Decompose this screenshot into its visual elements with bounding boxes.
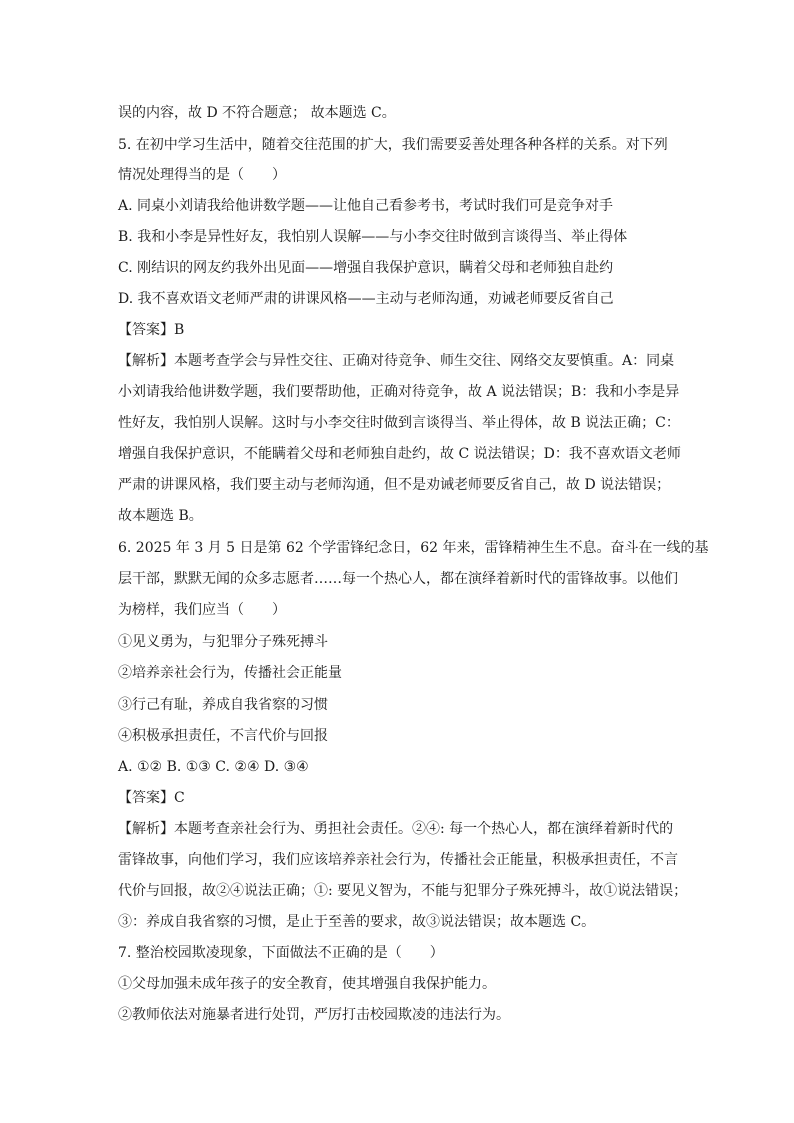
question-5-option-a: A. 同桌小刘请我给他讲数学题——让他自己看参考书，考试时我们可是竞争对手 — [118, 198, 614, 214]
question-5-analysis: 【解析】本题考查学会与异性交往、正确对待竞争、师生交往、网络交友要慎重。A：同桌 — [118, 353, 675, 369]
question-6-stem-cont: 层干部，默默无闻的众多志愿者……每一个热心人，都在演绎着新时代的雷锋故事。以他们 — [118, 571, 678, 587]
question-5-stem-cont: 情况处理得当的是（ ） — [118, 167, 286, 183]
question-6-item-3: ③行己有耻，养成自我省察的习惯 — [118, 697, 328, 713]
question-6-analysis: 代价与回报，故②④说法正确；①: 要见义智为，不能与犯罪分子殊死搏斗，故①说法错误； — [118, 883, 688, 899]
question-6-item-1: ①见义勇为，与犯罪分子殊死搏斗 — [118, 634, 328, 650]
question-5-stem: 5. 在初中学习生活中，随着交往范围的扩大，我们需要妥善处理各种各样的关系。对下列 — [118, 137, 668, 153]
question-5-option-b: B. 我和小李是异性好友，我怕别人误解——与小李交往时做到言谈得当、举止得体 — [118, 229, 628, 245]
question-5-analysis: 增强自我保护意识，不能瞒着父母和老师独自赴约，故 C 说法错误；D：我不喜欢语文老师 — [118, 446, 681, 462]
question-7-item-1: ①父母加强未成年孩子的安全教育，使其增强自我保护能力。 — [118, 976, 496, 992]
question-5-analysis: 故本题选 B。 — [118, 508, 203, 524]
question-5-analysis: 性好友，我怕别人误解。这时与小李交往时做到言谈得当、举止得体，故 B 说法正确；C： — [118, 415, 680, 431]
question-5-option-c: C. 刚结识的网友约我外出见面——增强自我保护意识，瞒着父母和老师独自赴约 — [118, 260, 614, 276]
question-6-analysis: 【解析】本题考查亲社会行为、勇担社会责任。②④: 每一个热心人，都在演绎着新时代的 — [118, 821, 674, 837]
question-7-stem: 7. 整治校园欺凌现象，下面做法不正确的是（ ） — [118, 945, 444, 961]
question-6-answer: 【答案】C — [118, 790, 185, 806]
question-6-options: A. ①② B. ①③ C. ②④ D. ③④ — [118, 759, 309, 775]
question-5-analysis: 严肃的讲课风格，我们要主动与老师沟通，但不是劝诫老师要反省自己，故 D 说法错误； — [118, 477, 671, 493]
question-6-stem-cont: 为榜样，我们应当（ ） — [118, 602, 286, 618]
question-5-analysis: 小刘请我给他讲数学题，我们要帮助他，正确对待竞争，故 A 说法错误；B：我和小李是异 — [118, 384, 680, 400]
text-line: 误的内容，故 D 不符合题意； 故本题选 C。 — [118, 105, 396, 121]
question-5-option-d: D. 我不喜欢语文老师严肃的讲课风格——主动与老师沟通，劝诫老师要反省自己 — [118, 291, 614, 307]
question-7-item-2: ②教师依法对施暴者进行处罚，严厉打击校园欺凌的违法行为。 — [118, 1007, 510, 1023]
question-6-analysis: ③：养成自我省察的习惯，是止于至善的要求，故③说法错误；故本题选 C。 — [118, 914, 596, 930]
question-5-answer: 【答案】B — [118, 322, 185, 338]
question-6-item-4: ④积极承担责任，不言代价与回报 — [118, 728, 328, 744]
question-6-analysis: 雷锋故事，向他们学习，我们应该培养亲社会行为，传播社会正能量，积极承担责任，不言 — [118, 852, 678, 868]
question-6-stem: 6. 2025 年 3 月 5 日是第 62 个学雷锋纪念日，62 年来，雷锋精神生生不息。奋斗在一线的基 — [118, 540, 709, 556]
question-6-item-2: ②培养亲社会行为，传播社会正能量 — [118, 665, 342, 681]
